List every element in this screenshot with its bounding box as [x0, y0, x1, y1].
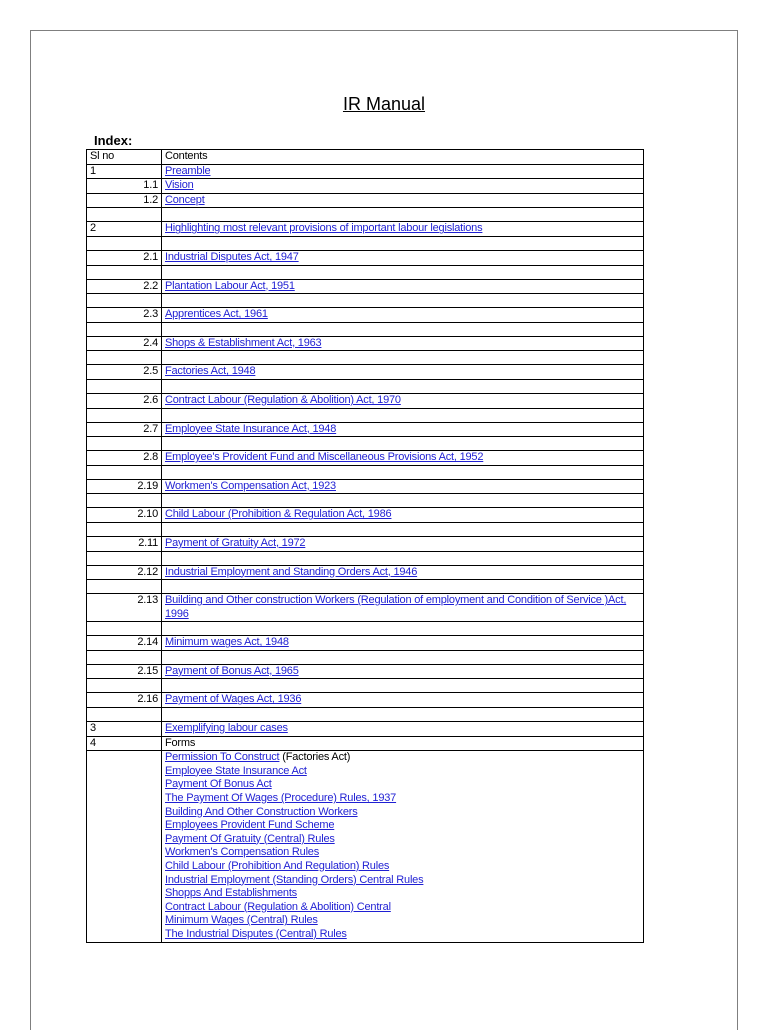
contents-cell	[162, 279, 644, 294]
table-row	[87, 736, 644, 751]
form-item	[165, 833, 640, 847]
contents-cell	[162, 164, 644, 179]
spacer-row	[87, 208, 644, 222]
form-link[interactable]: Shopps And Establishments	[165, 887, 297, 900]
sl-no-cell: 1	[87, 164, 162, 179]
spacer-row	[87, 465, 644, 479]
table-row	[87, 279, 644, 294]
contents-cell	[162, 193, 644, 208]
table-row	[87, 722, 644, 737]
form-link[interactable]: Payment Of Bonus Act	[165, 778, 272, 791]
contents-cell	[162, 479, 644, 494]
contents-link[interactable]: Contract Labour (Regulation & Abolition) Act, 1970	[165, 393, 401, 406]
table-row	[87, 336, 644, 351]
sl-no-cell: 2.14	[87, 636, 162, 651]
sl-no-cell: 2.4	[87, 336, 162, 351]
empty-cell	[162, 708, 644, 722]
spacer-row	[87, 650, 644, 664]
table-row	[87, 664, 644, 679]
empty-cell	[162, 351, 644, 365]
empty-cell	[87, 437, 162, 451]
spacer-row	[87, 580, 644, 594]
spacer-row	[87, 679, 644, 693]
contents-link[interactable]: Employee's Provident Fund and Miscellaneous Provisions Act, 1952	[165, 451, 484, 464]
contents-cell	[162, 336, 644, 351]
contents-cell	[162, 693, 644, 708]
spacer-row	[87, 437, 644, 451]
table-row	[87, 164, 644, 179]
contents-cell	[162, 222, 644, 237]
empty-cell	[87, 551, 162, 565]
spacer-row	[87, 494, 644, 508]
table-header-row	[87, 150, 644, 165]
empty-cell	[87, 408, 162, 422]
sl-no-cell: 4	[87, 736, 162, 751]
sl-no-cell: 2.13	[87, 594, 162, 622]
sl-no-cell: 3	[87, 722, 162, 737]
form-item	[165, 928, 640, 942]
contents-link[interactable]: Preamble	[165, 164, 211, 177]
sl-no-cell: 2.16	[87, 693, 162, 708]
contents-link[interactable]: Concept	[165, 193, 205, 206]
empty-cell	[162, 437, 644, 451]
form-link[interactable]: The Payment Of Wages (Procedure) Rules, 1937	[165, 792, 397, 805]
contents-link[interactable]: Payment of Gratuity Act, 1972	[165, 536, 306, 549]
contents-link[interactable]: Workmen's Compensation Act, 1923	[165, 479, 336, 492]
contents-link[interactable]: Factories Act, 1948	[165, 365, 256, 378]
contents-link[interactable]: Payment of Wages Act, 1936	[165, 693, 302, 706]
form-item	[165, 778, 640, 792]
form-link[interactable]: Industrial Employment (Standing Orders) Central Rules	[165, 873, 424, 886]
empty-cell	[162, 465, 644, 479]
contents-cell	[162, 508, 644, 523]
forms-list	[162, 751, 644, 942]
contents-cell	[162, 451, 644, 466]
empty-cell	[162, 265, 644, 279]
table-row	[87, 308, 644, 323]
contents-link[interactable]: Shops & Establishment Act, 1963	[165, 336, 322, 349]
form-item	[165, 751, 640, 765]
sl-no-cell: 1.2	[87, 193, 162, 208]
empty-cell	[162, 236, 644, 250]
empty-cell	[87, 265, 162, 279]
contents-link[interactable]: Vision	[165, 179, 194, 192]
contents-link[interactable]: Plantation Labour Act, 1951	[165, 279, 295, 292]
empty-cell	[87, 679, 162, 693]
table-row	[87, 693, 644, 708]
empty-cell	[162, 494, 644, 508]
empty-cell	[87, 751, 162, 942]
contents-cell	[162, 365, 644, 380]
form-link[interactable]: Building And Other Construction Workers	[165, 805, 358, 818]
empty-cell	[162, 379, 644, 393]
empty-cell	[87, 379, 162, 393]
spacer-row	[87, 622, 644, 636]
empty-cell	[87, 351, 162, 365]
form-item	[165, 806, 640, 820]
sl-no-cell: 2.6	[87, 393, 162, 408]
table-row	[87, 508, 644, 523]
sl-no-cell: 2.10	[87, 508, 162, 523]
table-row	[87, 179, 644, 194]
form-link[interactable]: The Industrial Disputes (Central) Rules	[165, 927, 347, 940]
sl-no-cell: 2.2	[87, 279, 162, 294]
index-label: Index:	[94, 133, 133, 148]
empty-cell	[162, 294, 644, 308]
empty-cell	[87, 622, 162, 636]
form-note: (Factories Act)	[279, 751, 351, 764]
table-row	[87, 594, 644, 622]
contents-cell	[162, 422, 644, 437]
index-table	[86, 149, 644, 943]
spacer-row	[87, 551, 644, 565]
empty-cell	[162, 650, 644, 664]
empty-cell	[87, 494, 162, 508]
contents-link[interactable]: Apprentices Act, 1961	[165, 308, 268, 321]
form-item	[165, 792, 640, 806]
contents-link[interactable]: Exemplifying labour cases	[165, 722, 288, 735]
empty-cell	[87, 294, 162, 308]
empty-cell	[162, 322, 644, 336]
contents-cell: Forms	[162, 736, 644, 751]
contents-header: Contents	[162, 150, 644, 165]
contents-link[interactable]: Industrial Employment and Standing Orders Act, 1946	[165, 565, 418, 578]
sl-no-cell: 2	[87, 222, 162, 237]
empty-cell	[87, 465, 162, 479]
table-row	[87, 365, 644, 380]
spacer-row	[87, 379, 644, 393]
form-item	[165, 846, 640, 860]
form-link[interactable]: Employees Provident Fund Scheme	[165, 819, 335, 832]
empty-cell	[87, 580, 162, 594]
sl-no-cell: 2.11	[87, 536, 162, 551]
contents-link[interactable]: Industrial Disputes Act, 1947	[165, 250, 299, 263]
form-link[interactable]: Child Labour (Prohibition And Regulation) Rules	[165, 860, 390, 872]
empty-cell	[87, 236, 162, 250]
contents-cell	[162, 308, 644, 323]
form-link[interactable]: Payment Of Gratuity (Central) Rules	[165, 832, 335, 845]
empty-cell	[87, 208, 162, 222]
empty-cell	[162, 622, 644, 636]
forms-list-row	[87, 751, 644, 942]
table-row	[87, 250, 644, 265]
sl-no-cell: 2.19	[87, 479, 162, 494]
form-link[interactable]: Employee State Insurance Act	[165, 764, 307, 777]
table-row	[87, 479, 644, 494]
empty-cell	[162, 679, 644, 693]
empty-cell	[87, 650, 162, 664]
empty-cell	[162, 522, 644, 536]
table-row	[87, 222, 644, 237]
contents-cell	[162, 250, 644, 265]
contents-link[interactable]: Highlighting most relevant provisions of important labour legislations	[165, 222, 483, 235]
table-row	[87, 565, 644, 580]
form-link[interactable]: Permission To Construct	[165, 751, 280, 764]
form-item	[165, 819, 640, 833]
contents-link[interactable]: Child Labour (Prohibition & Regulation Act, 1986	[165, 508, 392, 521]
contents-link[interactable]: Minimum wages Act, 1948	[165, 636, 289, 649]
sl-no-cell: 2.1	[87, 250, 162, 265]
contents-cell	[162, 594, 644, 622]
table-row	[87, 393, 644, 408]
sl-no-cell: 1.1	[87, 179, 162, 194]
sl-no-cell: 2.5	[87, 365, 162, 380]
table-row	[87, 193, 644, 208]
empty-cell	[162, 551, 644, 565]
sl-no-header: Sl no	[87, 150, 162, 165]
contents-cell	[162, 393, 644, 408]
table-row	[87, 422, 644, 437]
sl-no-cell: 2.7	[87, 422, 162, 437]
empty-cell	[87, 322, 162, 336]
contents-link[interactable]: Building and Other construction Workers (Regulation of employment and Condition of Service )Act, 1996	[165, 594, 627, 620]
sl-no-cell: 2.3	[87, 308, 162, 323]
empty-cell	[162, 408, 644, 422]
form-item	[165, 860, 640, 874]
spacer-row	[87, 351, 644, 365]
contents-cell	[162, 179, 644, 194]
form-item	[165, 765, 640, 779]
sl-no-cell: 2.15	[87, 664, 162, 679]
spacer-row	[87, 294, 644, 308]
empty-cell	[162, 580, 644, 594]
form-item	[165, 901, 640, 915]
table-row	[87, 451, 644, 466]
contents-link[interactable]: Employee State Insurance Act, 1948	[165, 422, 337, 435]
contents-cell	[162, 536, 644, 551]
contents-cell	[162, 664, 644, 679]
form-link[interactable]: Contract Labour (Regulation & Abolition) Central	[165, 900, 391, 913]
spacer-row	[87, 236, 644, 250]
contents-cell	[162, 565, 644, 580]
contents-link[interactable]: Payment of Bonus Act, 1965	[165, 664, 299, 677]
form-link[interactable]: Workmen's Compensation Rules	[165, 846, 320, 859]
spacer-row	[87, 408, 644, 422]
form-item	[165, 887, 640, 901]
table-row	[87, 636, 644, 651]
empty-cell	[87, 708, 162, 722]
spacer-row	[87, 265, 644, 279]
form-item	[165, 874, 640, 888]
spacer-row	[87, 522, 644, 536]
table-row	[87, 536, 644, 551]
spacer-row	[87, 322, 644, 336]
spacer-row	[87, 708, 644, 722]
empty-cell	[87, 522, 162, 536]
sl-no-cell: 2.8	[87, 451, 162, 466]
form-link[interactable]: Minimum Wages (Central) Rules	[165, 914, 318, 927]
sl-no-cell: 2.12	[87, 565, 162, 580]
form-item	[165, 914, 640, 928]
document-title: IR Manual	[342, 94, 426, 114]
contents-cell	[162, 722, 644, 737]
empty-cell	[162, 208, 644, 222]
contents-cell	[162, 636, 644, 651]
